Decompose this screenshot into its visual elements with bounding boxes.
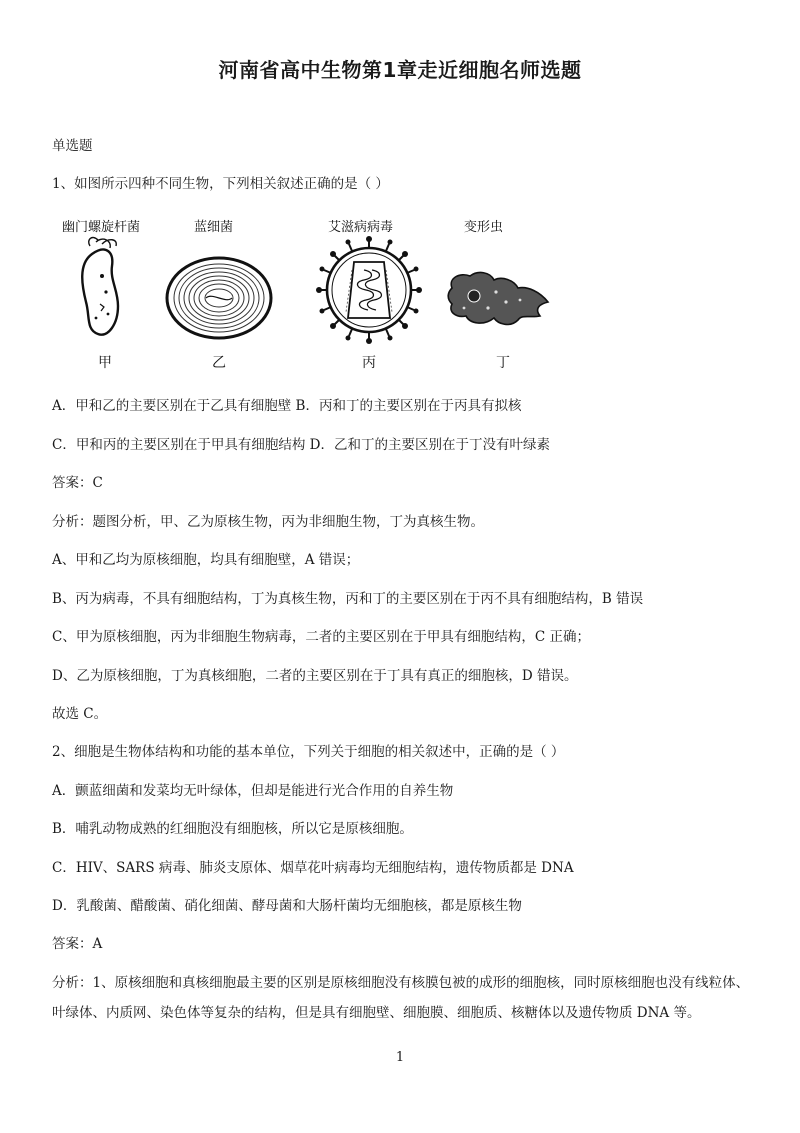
question-1-analysis: 分析：题图分析，甲、乙为原核生物，丙为非细胞生物，丁为真核生物。 [52, 514, 484, 530]
question-1-analysis-a: A、甲和乙均为原核细胞，均具有细胞壁，A 错误； [52, 552, 360, 568]
question-2-option-d: D．乳酸菌、醋酸菌、硝化细菌、酵母菌和大肠杆菌均无细胞核，都是原核生物 [52, 898, 522, 914]
question-1-analysis-d: D、乙为原核细胞，丁为真核细胞，二者的主要区别在于丁具有真正的细胞核，D 错误。 [52, 668, 578, 684]
question-2-answer: 答案：A [52, 936, 103, 952]
amoeba-image [444, 268, 554, 332]
figure-label-cyanobacteria: 蓝细菌 [194, 220, 234, 235]
figure-caption-ding: 丁 [496, 355, 510, 371]
question-1-analysis-b: B、丙为病毒，不具有细胞结构，丁为真核生物，丙和丁的主要区别在于丙不具有细胞结构，B 错误 [52, 591, 644, 607]
figure-label-helicobacter: 幽门螺旋杆菌 [62, 220, 141, 235]
question-1-options-ab: A．甲和乙的主要区别在于乙具有细胞壁 B．丙和丁的主要区别在于丙具有拟核 [52, 398, 522, 414]
question-1-figure [52, 212, 572, 377]
figure-caption-yi: 乙 [212, 355, 226, 371]
section-heading: 单选题 [52, 138, 93, 154]
figure-label-amoeba: 变形虫 [464, 220, 504, 235]
question-2-stem: 2、细胞是生物体结构和功能的基本单位，下列关于细胞的相关叙述中，正确的是（ ） [52, 744, 565, 760]
figure-caption-bing: 丙 [362, 355, 376, 371]
figure-caption-jia: 甲 [98, 355, 112, 371]
question-1-conclusion: 故选 C。 [52, 706, 108, 722]
question-1-options-cd: C．甲和丙的主要区别在于甲具有细胞结构 D．乙和丁的主要区别在于丁没有叶绿素 [52, 437, 550, 453]
page-title: 河南省高中生物第1章走近细胞名师选题 [218, 58, 582, 82]
question-2-option-b: B．哺乳动物成熟的红细胞没有细胞核，所以它是原核细胞。 [52, 821, 413, 837]
question-1-answer: 答案：C [52, 475, 103, 491]
question-1-analysis-c: C、甲为原核细胞，丙为非细胞生物病毒，二者的主要区别在于甲具有细胞结构，C 正确； [52, 629, 590, 645]
page-number: 1 [395, 1050, 405, 1065]
question-2-option-a: A．颤蓝细菌和发菜均无叶绿体，但却是能进行光合作用的自养生物 [52, 783, 454, 799]
figure-label-hiv: 艾滋病病毒 [328, 220, 394, 235]
question-2-option-c: C．HIV、SARS 病毒、肺炎支原体、烟草花叶病毒均无细胞结构，遗传物质都是 DNA [52, 860, 574, 876]
hiv-image [314, 234, 424, 346]
question-1-stem: 1、如图所示四种不同生物，下列相关叙述正确的是（ ） [52, 176, 389, 192]
question-2-analysis: 分析：1、原核细胞和真核细胞最主要的区别是原核细胞没有核膜包被的成形的细胞核，同时原核细胞也没有线粒体、叶绿体、内质网、染色体等复杂的结构，但是具有细胞壁、细胞膜、细胞质、核糖体以及遗传物质 DNA 等。 [52, 975, 750, 1021]
cyanobacteria-image [164, 254, 274, 342]
helicobacter-image [72, 234, 152, 344]
